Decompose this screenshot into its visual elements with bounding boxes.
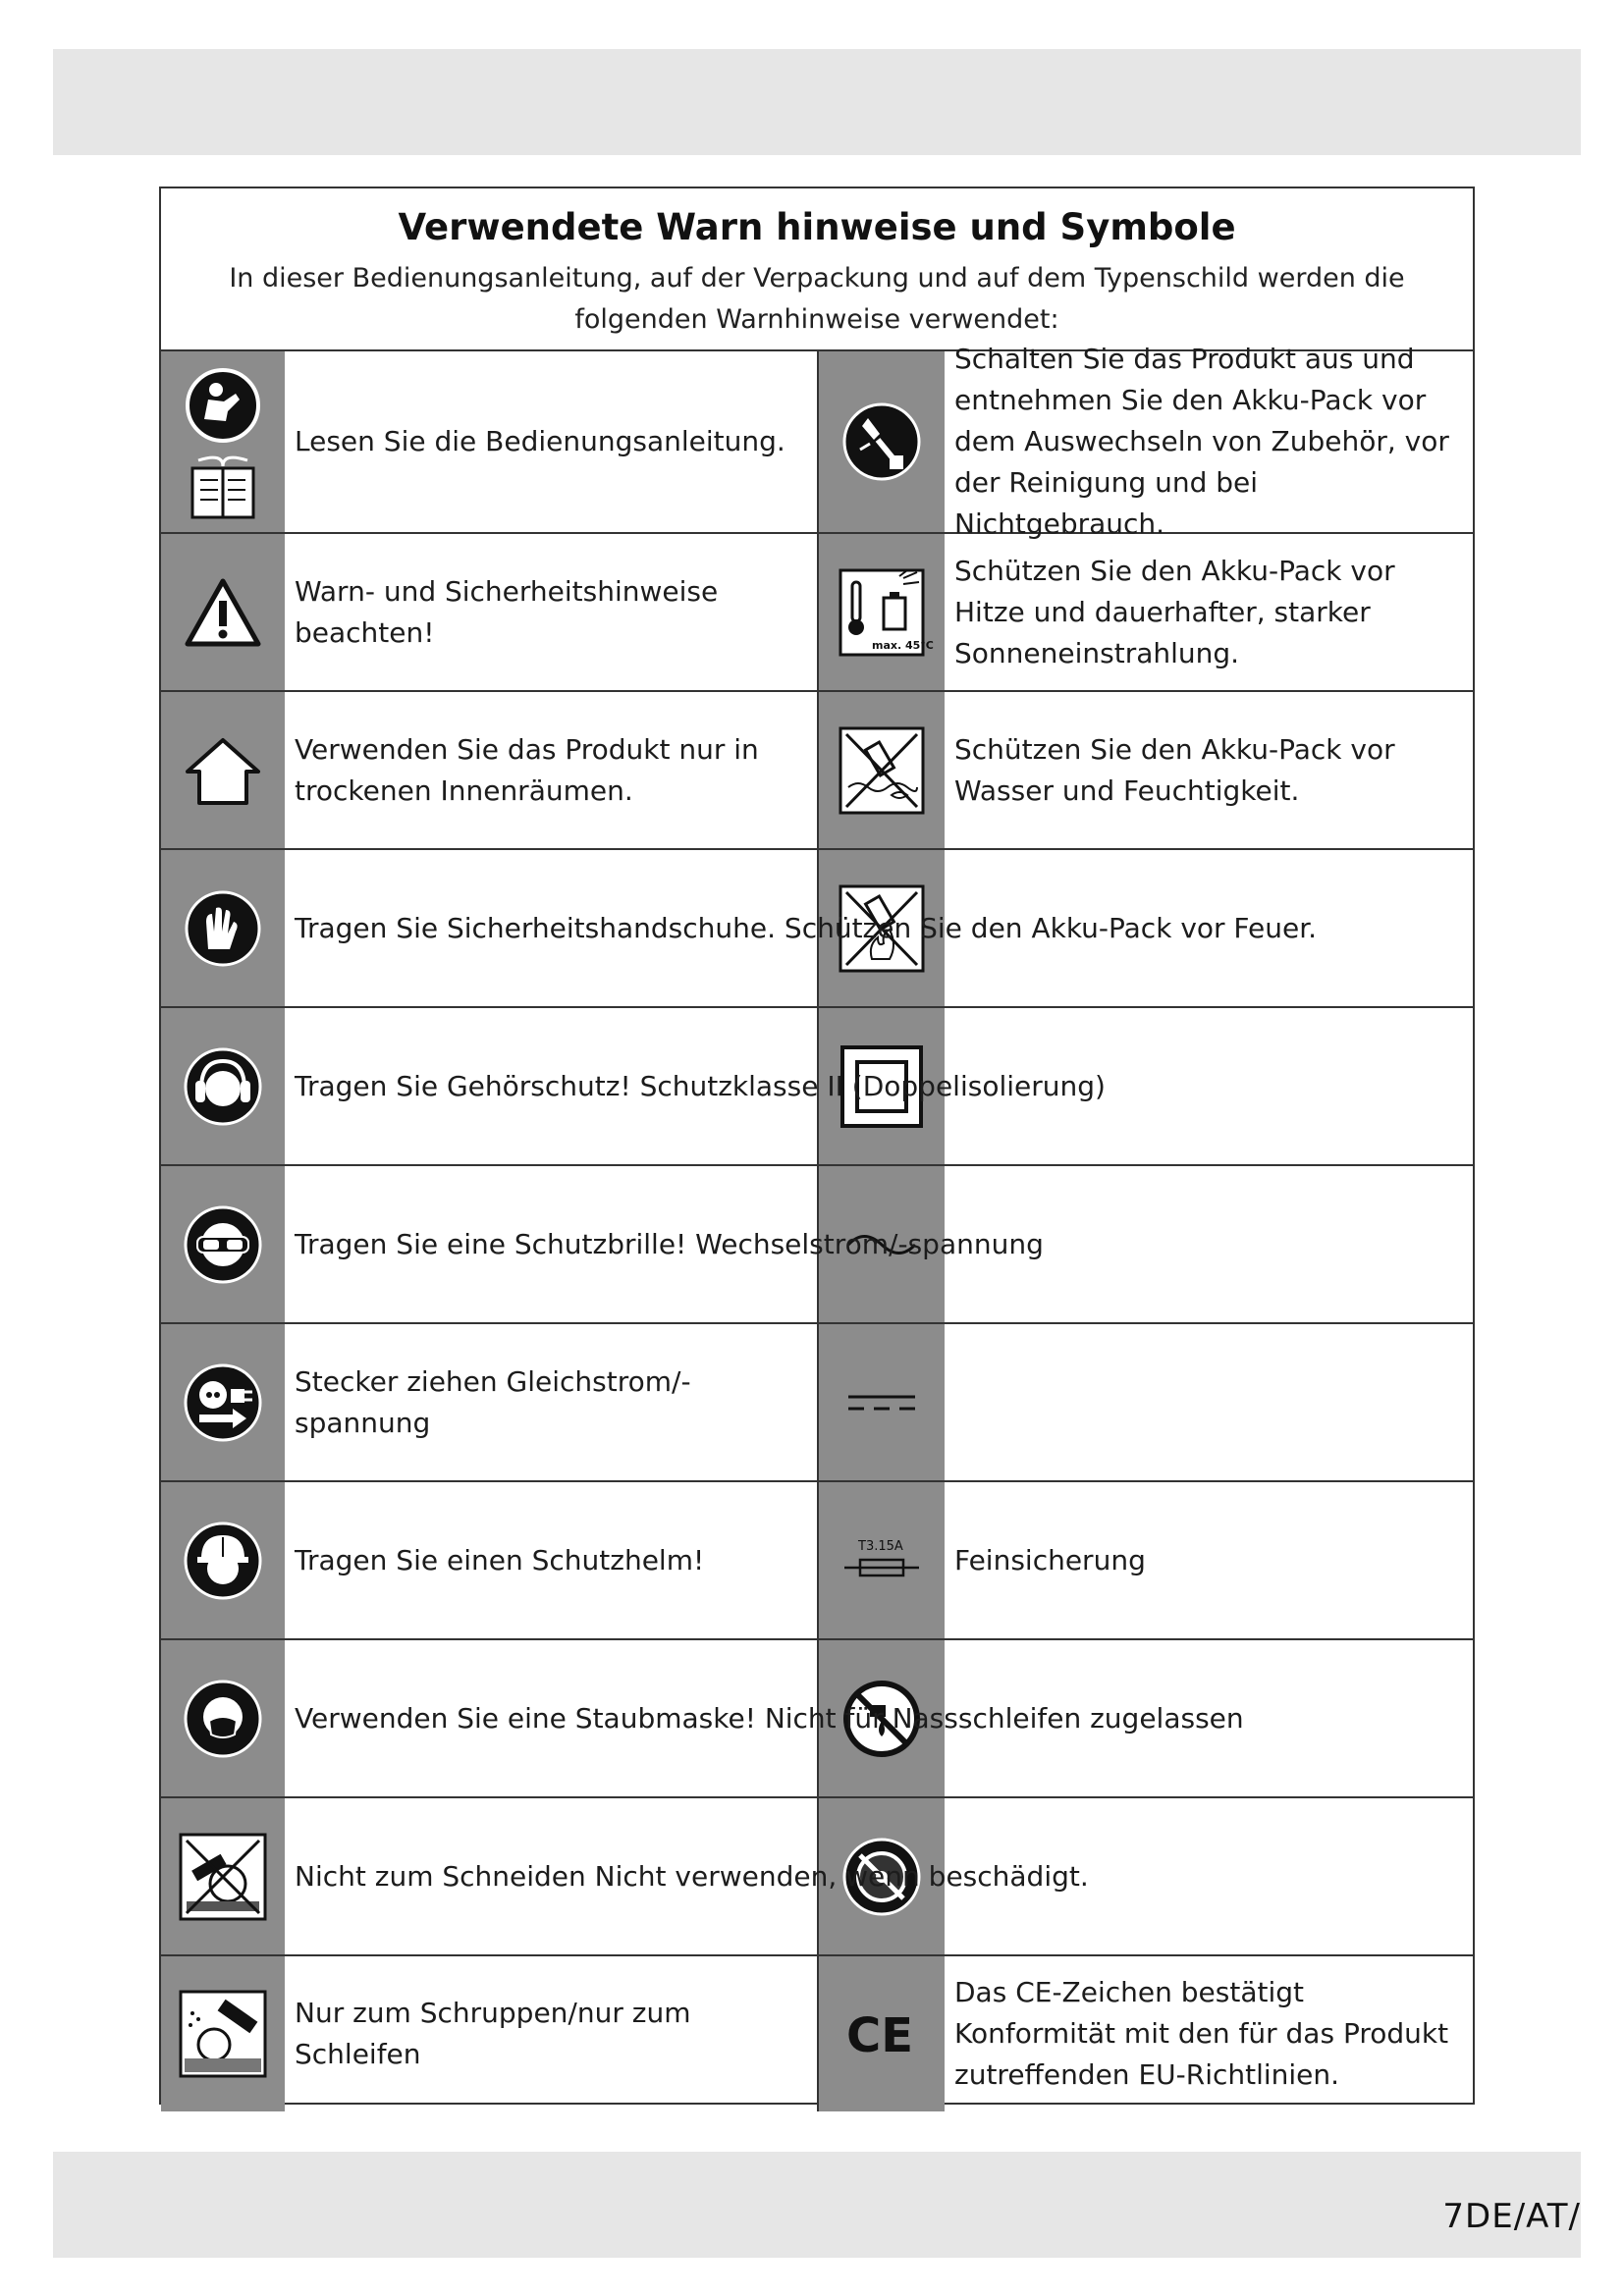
symbol-description: Feinsicherung [954,1543,1146,1576]
symbol-description: Lesen Sie die Bedienungsanleitung. [295,425,785,457]
symbol-description: Schützen Sie den Akku-Pack vor Hitze und dauerhafter, starker Sonneneinstrahlung. [954,554,1395,669]
table-row [161,1324,1473,1482]
unplug-tool-icon [819,351,945,532]
symbols-table [159,187,1475,2105]
symbol-cell [161,1166,1044,1322]
symbol-description: Nicht zum Schneiden Nicht verwenden, wenn beschädigt. [295,1859,1089,1893]
symbol-description: Schützen Sie den Akku-Pack vor Wasser und Feuchtigkeit. [954,732,1395,807]
table-row [161,1166,1473,1324]
bottom-band [53,2152,1581,2258]
symbol-cell [161,692,817,848]
heat-protection-icon [819,534,945,690]
table-row [161,850,1473,1008]
page-title: Verwendete Warn hinweise und Symbole [398,206,1236,248]
table-row [161,1798,1473,1956]
symbol-cell [817,1482,1473,1638]
symbol-description: Tragen Sie eine Schutzbrille! Wechselstrom/-spannung [295,1227,1044,1260]
unplug-icon [161,1324,285,1480]
symbol-cell [161,1482,817,1638]
no-water-icon [819,692,945,848]
dust-mask-icon [161,1640,285,1796]
direct-current-icon [819,1324,945,1480]
symbol-description: Verwenden Sie das Produkt nur in trockenen Innenräumen. [295,732,759,807]
table-row [161,1008,1473,1166]
symbol-description [945,1324,1473,1480]
symbol-cell [161,1798,1089,1954]
symbol-cell [161,351,817,532]
symbol-description: Verwenden Sie eine Staubmaske! Nicht für Nassschleifen zugelassen [295,1701,1244,1735]
house-icon [161,692,285,848]
symbol-cell [161,1008,1106,1164]
symbol-description: Stecker ziehen Gleichstrom/-spannung [295,1364,691,1439]
symbol-cell [161,534,817,690]
symbol-description: Nur zum Schruppen/nur zum Schleifen [295,1997,691,2070]
table-row [161,1482,1473,1640]
icon-label: CE [846,2008,914,2063]
read-manual-icon [161,351,285,532]
symbol-description: Tragen Sie einen Schutzhelm! [295,1543,705,1576]
symbol-cell [817,1324,1473,1480]
fuse-icon [819,1482,945,1638]
icon-label: T3.15A [858,1538,903,1554]
table-row [161,343,1473,540]
ce-mark-icon [819,1956,945,2111]
symbol-description: Das CE-Zeichen bestätigt Konformität mit den für das Produkt zutreffenden EU-Richtlinien. [954,1976,1449,2091]
table-row [161,534,1473,692]
symbol-description: Warn- und Sicherheitshinweise beachten! [295,574,719,649]
symbol-cell [817,1956,1473,2111]
gloves-icon [161,850,285,1006]
symbol-description: Tragen Sie Sicherheitshandschuhe. Schützen Sie den Akku-Pack vor Feuer. [295,911,1318,944]
icon-label: max. 45°C [872,638,934,652]
safety-goggles-icon [161,1166,285,1322]
page-number: 7DE/AT/ [1442,2197,1581,2236]
safety-helmet-icon [161,1482,285,1638]
table-row [161,1956,1473,2111]
table-header [161,188,1473,351]
symbol-description: Tragen Sie Gehörschutz! Schutzklasse II (Doppelisolierung) [295,1069,1106,1102]
symbol-description: Schalten Sie das Produkt aus und entnehmen Sie den Akku-Pack vor dem Auswechseln von Zubehör, vor der Reinigung und bei Nichtgebrauch. [954,343,1449,540]
roughing-grinding-icon [161,1956,285,2111]
symbol-cell [161,850,1318,1006]
table-row [161,692,1473,850]
table-row [161,1640,1473,1798]
warning-triangle-icon [161,534,285,690]
ear-protection-icon [161,1008,285,1164]
symbol-cell [817,534,1473,690]
symbol-cell [817,343,1473,540]
top-band [53,49,1581,155]
no-cutting-icon [161,1798,285,1954]
intro-text: In dieser Bedienungsanleitung, auf der Verpackung und auf dem Typenschild werden die folgenden Warnhinweise verwendet: [229,263,1405,335]
symbol-cell [161,1956,817,2111]
symbol-cell [817,692,1473,848]
symbol-cell [161,1640,1244,1796]
symbol-cell [161,1324,817,1480]
